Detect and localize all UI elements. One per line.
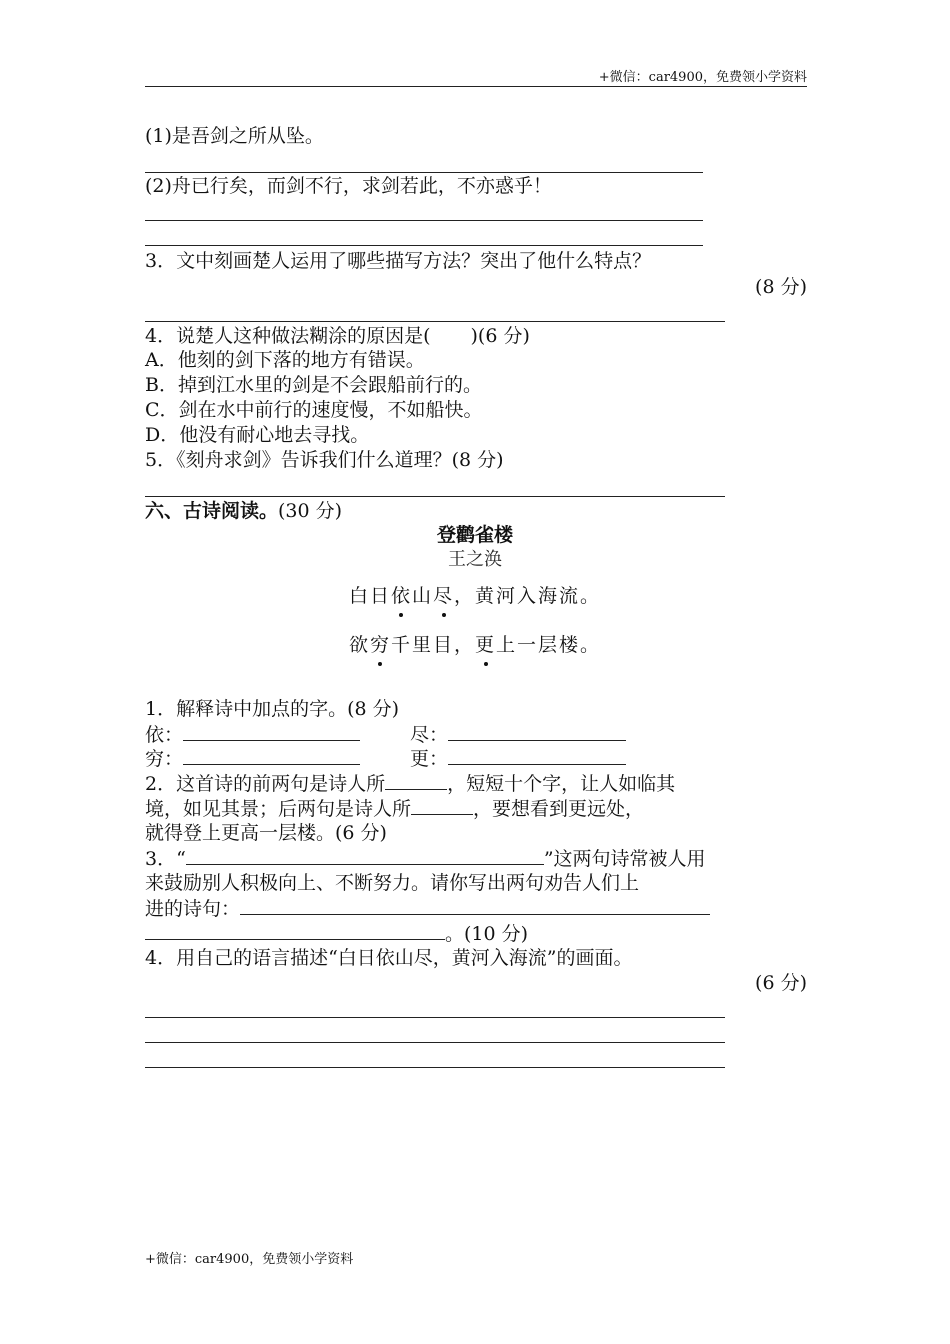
define-row-1	[145, 722, 626, 747]
question-4	[145, 324, 530, 348]
dotted-char-geng: 更	[475, 634, 497, 656]
text: 境，如见其景；后两句是诗人所	[145, 798, 412, 820]
answer-line[interactable]	[145, 321, 725, 322]
poem-author: 王之涣	[448, 549, 502, 570]
poem-text: 千里目，	[390, 634, 475, 656]
answer-blank[interactable]	[411, 796, 473, 815]
translate-item-1: (1)是吾剑之所从坠。	[145, 125, 324, 147]
text: 进的诗句：	[145, 898, 241, 920]
label-qiong: 穷：	[145, 748, 184, 770]
answer-line[interactable]	[145, 1017, 725, 1018]
poem-question-3-line-1	[145, 846, 706, 871]
question-5: 5．《刻舟求剑》告诉我们什么道理？(8 分)	[145, 449, 504, 471]
answer-blank[interactable]	[240, 896, 710, 915]
section-6-score: (30 分)	[278, 500, 343, 522]
poem-text: 欲	[348, 634, 370, 656]
poem-question-2-line-2	[145, 796, 644, 821]
answer-blank-jin[interactable]	[448, 722, 626, 741]
option-a[interactable]: A．他刻的剑下落的地方有错误。	[145, 349, 425, 371]
dotted-char-qiong: 穷	[369, 634, 391, 656]
text: 。(10 分)	[445, 923, 529, 945]
answer-line[interactable]	[145, 496, 725, 497]
answer-blank[interactable]	[186, 846, 544, 865]
poem-text: 上一层楼。	[496, 634, 602, 656]
poem-question-3-line-2: 来鼓励别人积极向上、不断努力。请你写出两句劝告人们上	[145, 872, 640, 894]
define-row-2	[145, 746, 626, 771]
poem-question-2-line-3: 就得登上更高一层楼。(6 分)	[145, 822, 387, 844]
section-6-heading	[145, 499, 342, 523]
poem-question-1: 1．解释诗中加点的字。(8 分)	[145, 698, 400, 720]
header-text: +微信：car4900，免费领小学资料	[598, 70, 807, 85]
question-3-score: (8 分)	[755, 276, 807, 298]
option-d[interactable]: D．他没有耐心地去寻找。	[145, 424, 370, 446]
poem-line-2	[0, 632, 950, 658]
answer-line[interactable]	[145, 1067, 725, 1068]
question-4-stem: 4．说楚人这种做法糊涂的原因是(	[145, 325, 431, 347]
answer-blank-yi[interactable]	[183, 722, 360, 741]
question-4-score: )(6 分)	[470, 325, 530, 347]
label-jin: 尽：	[410, 724, 449, 746]
dotted-char-jin: 尽	[433, 585, 455, 607]
dotted-char-yi: 依	[390, 585, 412, 607]
text: ，要想看到更远处，	[473, 798, 645, 820]
text: 3．“	[145, 848, 186, 870]
poem-question-3-line-3	[145, 896, 710, 921]
translate-item-2: (2)舟已行矣，而剑不行，求剑若此，不亦惑乎！	[145, 175, 552, 197]
poem-title: 登鹳雀楼	[436, 524, 513, 546]
answer-blank[interactable]	[385, 771, 447, 790]
poem-question-2-line-1	[145, 771, 675, 796]
poem-question-3-line-4	[145, 921, 528, 946]
page-header	[145, 64, 807, 87]
text: ”这两句诗常被人用	[543, 848, 706, 870]
page-footer: +微信：car4900，免费领小学资料	[145, 1252, 354, 1267]
option-c[interactable]: C．剑在水中前行的速度慢，不如船快。	[145, 399, 483, 421]
text: ，短短十个字，让人如临其	[447, 773, 676, 795]
answer-line[interactable]	[145, 1042, 725, 1043]
poem-line-1	[0, 583, 950, 609]
answer-line[interactable]	[145, 172, 703, 173]
label-geng: 更：	[410, 748, 449, 770]
answer-line[interactable]	[145, 245, 703, 246]
poem-text: ，黄河入海流。	[454, 585, 602, 607]
poem-text: 山	[411, 585, 433, 607]
answer-line[interactable]	[145, 220, 703, 221]
label-yi: 依：	[145, 724, 184, 746]
option-b[interactable]: B．掉到江水里的剑是不会跟船前行的。	[145, 374, 482, 396]
answer-blank-qiong[interactable]	[183, 746, 360, 765]
answer-blank-geng[interactable]	[448, 746, 626, 765]
section-6-title: 六、古诗阅读。	[145, 500, 279, 522]
poem-question-4: 4．用自己的语言描述“白日依山尽，黄河入海流”的画面。	[145, 947, 633, 969]
question-3: 3．文中刻画楚人运用了哪些描写方法？突出了他什么特点？	[145, 250, 652, 272]
poem-text: 白日	[348, 585, 391, 607]
text: 2．这首诗的前两句是诗人所	[145, 773, 386, 795]
answer-blank[interactable]	[145, 921, 445, 940]
poem-question-4-score: (6 分)	[755, 972, 807, 994]
